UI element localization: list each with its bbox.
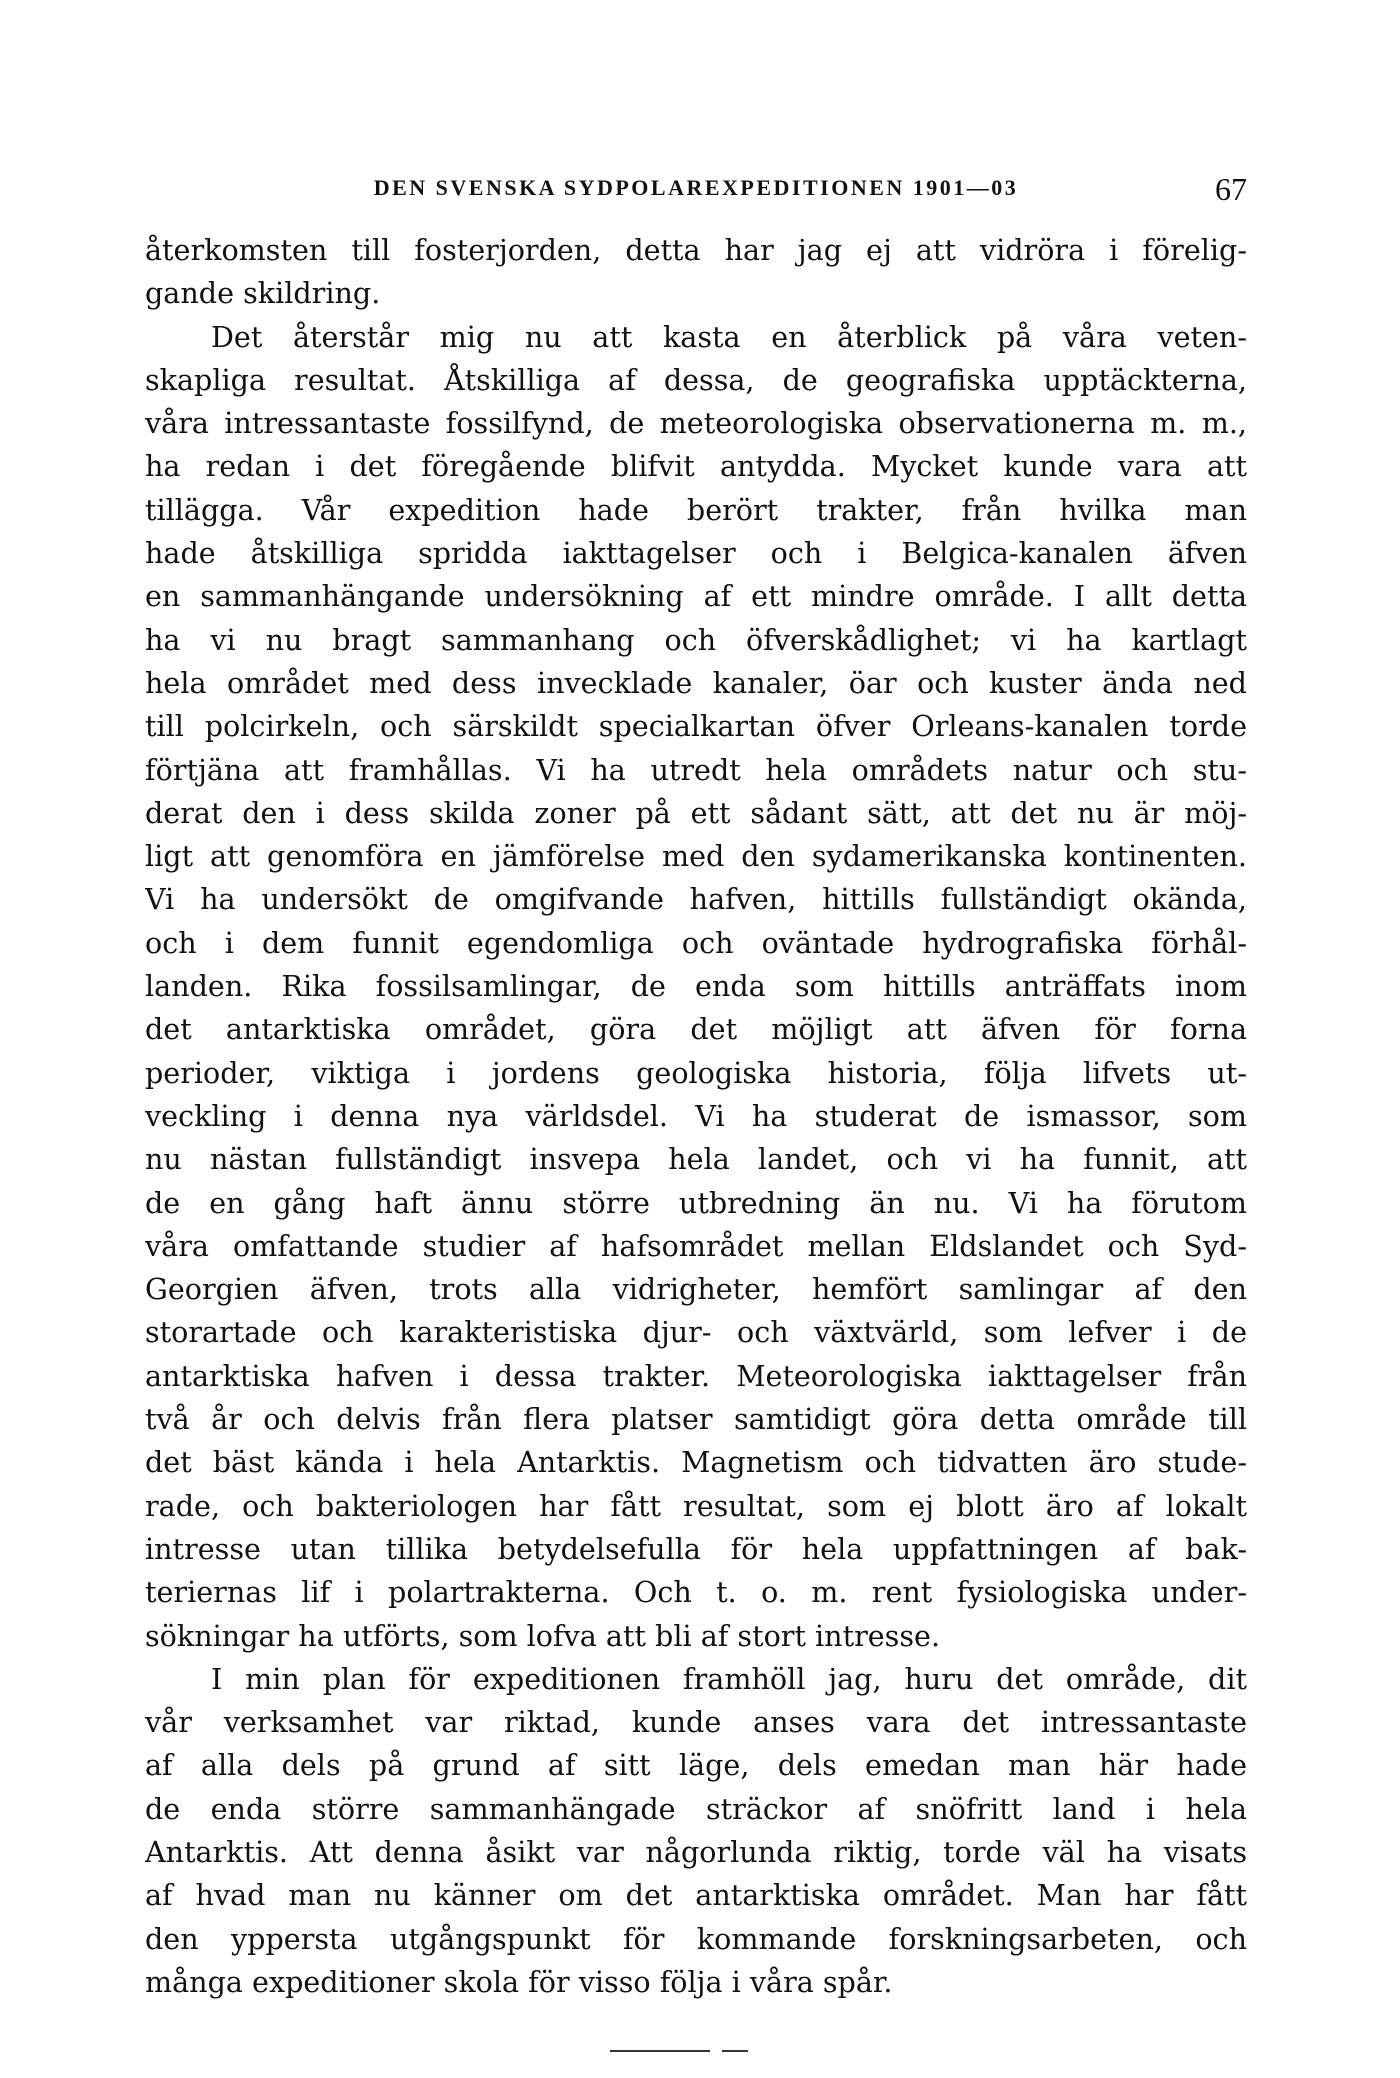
text-line: återkomsten till fosterjorden, detta har jag ej att vidröra i förelig- [145,233,1247,267]
text-line: veckling i denna nya världsdel. Vi ha studerat de ismassor, som [145,1098,1247,1133]
text-line: Vi ha undersökt de omgifvande hafven, hittills fullständigt okända, [145,882,1247,917]
footer-rule [722,2050,748,2052]
text-line: Georgien äfven, trots alla vidrigheter, hemfört samlingar af den [145,1272,1247,1307]
text-line: landen. Rika fossilsamlingar, de enda som hittills anträffats inom [145,969,1247,1004]
text-line: tillägga. Vår expedition hade berört trakter, från hvilka man [145,492,1247,527]
page-number: 67 [1215,171,1247,207]
text-line: den yppersta utgångspunkt för kommande forskningsarbeten, och [145,1921,1247,1956]
running-title: DEN SVENSKA SYDPOLAREXPEDITIONEN 1901—03 [373,175,1019,200]
text-line: våra omfattande studier af hafsområdet mellan Eldslandet och Syd- [145,1228,1247,1263]
text-line: till polcirkeln, och särskildt specialkartan öfver Orleans-kanalen torde [145,709,1247,744]
running-head [145,171,1247,215]
text-line: de en gång haft ännu större utbredning än nu. Vi ha förutom [145,1185,1247,1220]
text-line: intresse utan tillika betydelsefulla för hela uppfattningen af bak- [145,1531,1247,1566]
text-line: af alla dels på grund af sitt läge, dels emedan man här hade [145,1748,1247,1783]
text-line: de enda större sammanhängade sträckor af snöfritt land i hela [145,1791,1247,1826]
text-line: och i dem funnit egendomliga och oväntade hydrografiska förhål- [145,925,1247,960]
footer-rule [610,2050,710,2052]
text-line: rade, och bakteriologen har fått resultat, som ej blott äro af lokalt [145,1488,1247,1523]
text-line: många expeditioner skola för visso följa i våra spår. [145,1964,893,1999]
text-line: Det återstår mig nu att kasta en återblick på våra veten- [211,319,1247,354]
text-line: teriernas lif i polartrakterna. Och t. o. m. rent fysiologiska under- [145,1575,1247,1610]
text-line: I min plan för expeditionen framhöll jag, huru det område, dit [211,1661,1247,1696]
text-line: hela området med dess invecklade kanaler, öar och kuster ända ned [145,665,1247,700]
text-line: af hvad man nu känner om det antarktiska området. Man har fått [145,1878,1247,1913]
text-line: våra intressantaste fossilfynd, de meteorologiska observationerna m. m., [145,406,1247,441]
text-line: ha vi nu bragt sammanhang och öfverskådlighet; vi ha kartlagt [145,622,1247,657]
text-line: perioder, viktiga i jordens geologiska historia, följa lifvets ut- [145,1055,1247,1090]
text-line: en sammanhängande undersökning af ett mindre område. I allt detta [145,579,1247,614]
text-line: skapliga resultat. Åtskilliga af dessa, de geografiska upptäckterna, [145,362,1247,397]
text-line: hade åtskilliga spridda iakttagelser och i Belgica-kanalen äfven [145,536,1247,571]
text-line: sökningar ha utförts, som lofva att bli af stort intresse. [145,1618,941,1653]
text-line: Antarktis. Att denna åsikt var någorlunda riktig, torde väl ha visats [145,1834,1247,1869]
text-line: det antarktiska området, göra det möjligt att äfven för forna [145,1012,1247,1047]
text-line: ha redan i det föregående blifvit antydda. Mycket kunde vara att [145,449,1247,484]
body-text [145,229,1247,2004]
text-line: vår verksamhet var riktad, kunde anses vara det intressantaste [145,1705,1247,1740]
text-line: derat den i dess skilda zoner på ett sådant sätt, att det nu är möj- [145,795,1247,830]
text-line: antarktiska hafven i dessa trakter. Meteorologiska iakttagelser från [145,1358,1247,1393]
text-line: storartade och karakteristiska djur- och växtvärld, som lefver i de [145,1315,1247,1350]
text-line: nu nästan fullständigt insvepa hela landet, och vi ha funnit, att [145,1142,1247,1177]
text-line: det bäst kända i hela Antarktis. Magnetism och tidvatten äro stude- [145,1445,1247,1480]
text-line: ligt att genomföra en jämförelse med den sydamerikanska kontinenten. [145,839,1247,874]
text-line: två år och delvis från flera platser samtidigt göra detta område till [145,1402,1247,1437]
text-line: förtjäna att framhållas. Vi ha utredt hela områdets natur och stu- [145,752,1247,787]
text-line: gande skildring. [145,276,381,311]
